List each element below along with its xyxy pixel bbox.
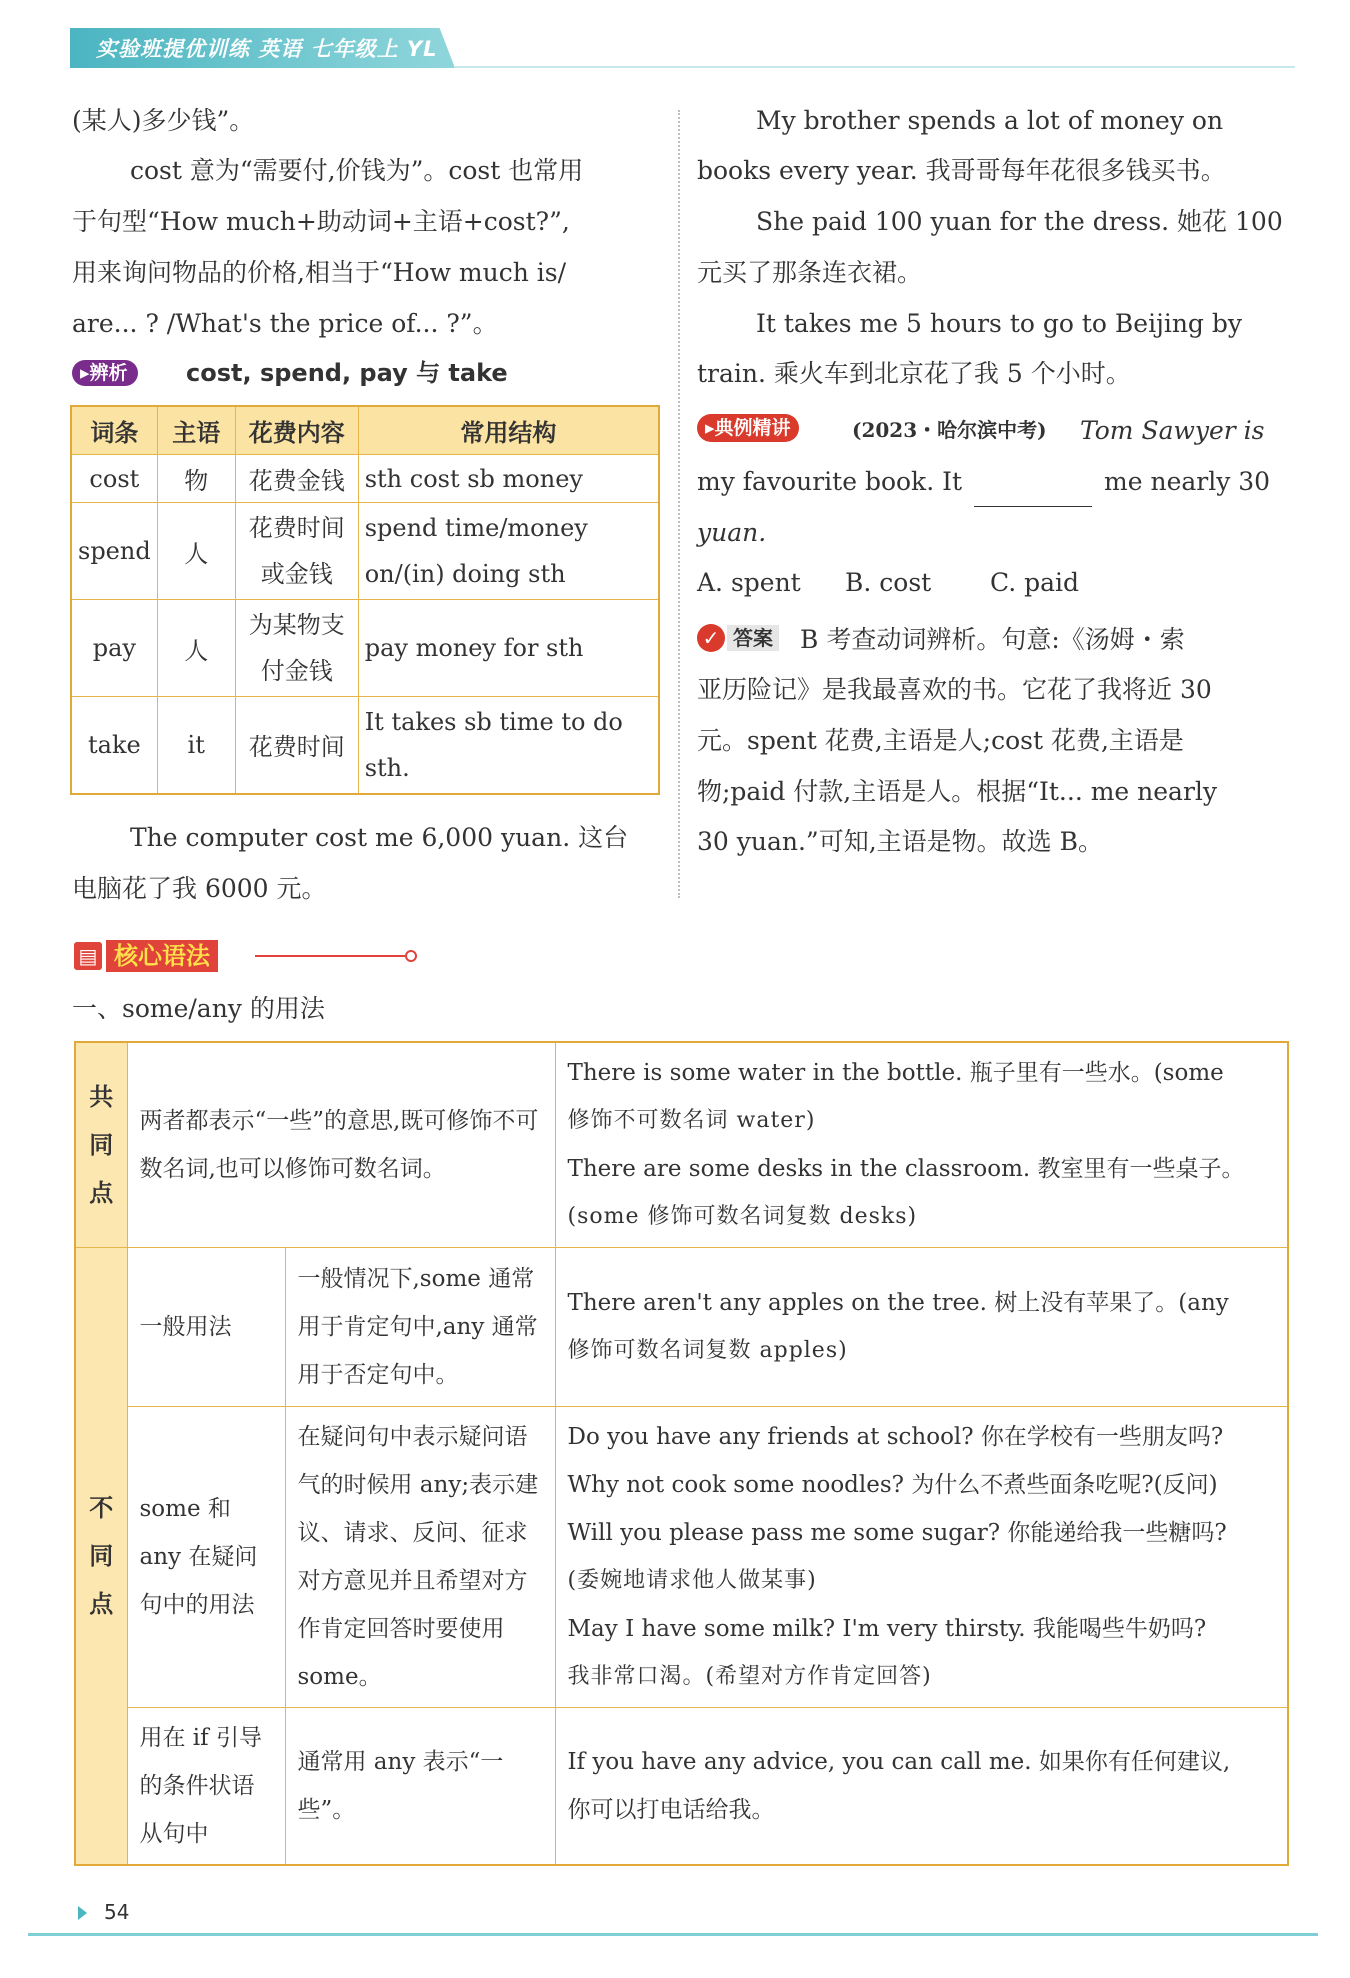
example-line: 修饰不可数名词 water): [567, 1108, 816, 1133]
example-line: (委婉地请求他人做某事): [567, 1568, 817, 1593]
th-word: 词条: [71, 406, 157, 455]
table-cell: spend time/money on/(in) doing sth: [358, 503, 659, 600]
answer-line: 元。spent 花费,主语是人;cost 花费,主语是: [697, 726, 1184, 755]
example-tag: ▸典例精讲: [697, 414, 799, 442]
right-example-line: books every year. 我哥哥每年花很多钱买书。: [697, 156, 1226, 185]
example-line: There aren't any apples on the tree. 树上没有苹果了。(any: [567, 1290, 1229, 1316]
example-line: May I have some milk? I'm very thirsty. 我能喝些牛奶吗?: [567, 1616, 1207, 1642]
page-number: 54: [104, 1900, 130, 1924]
section-heading: [72, 983, 325, 1034]
table-cell: 花费金钱: [235, 455, 358, 503]
book-icon: ▤: [74, 942, 102, 970]
option-b[interactable]: B. cost: [845, 568, 932, 597]
table-cell: cost: [71, 455, 157, 503]
example-line: There is some water in the bottle. 瓶子里有一些水。(some: [567, 1060, 1224, 1086]
table-cell: sth cost sb money: [358, 455, 659, 503]
answer-label: 答案: [727, 625, 779, 651]
question-line-3: yuan.: [697, 518, 767, 547]
section-rule: [255, 955, 410, 957]
table-cell: 花费时间: [235, 697, 358, 794]
header-title: 实验班提优训练 英语 七年级上 YL: [96, 37, 438, 61]
answer-line: B 考查动词辨析。句意:《汤姆・索: [800, 625, 1185, 654]
example-line: Why not cook some noodles? 为什么不煮些面条吃呢?(反问): [567, 1472, 1218, 1498]
right-example-line: My brother spends a lot of money on: [756, 106, 1224, 135]
right-example-line: train. 乘火车到北京花了我 5 个小时。: [697, 359, 1131, 388]
table-cell: 为某物支付金钱: [235, 600, 358, 697]
th-subject: 主语: [157, 406, 235, 455]
right-example-line: It takes me 5 hours to go to Beijing by: [756, 309, 1242, 338]
table-cell: 花费时间或金钱: [235, 503, 358, 600]
answer-blank[interactable]: [974, 476, 1092, 507]
example-line: 你可以打电话给我。: [567, 1797, 775, 1823]
table-cell: 物: [157, 455, 235, 503]
left-para1-line: are... ? /What's the price of... ?”。: [72, 309, 498, 338]
column-divider: [678, 110, 680, 898]
example-line: 修饰可数名词复数 apples): [567, 1338, 848, 1363]
desc-cell: 通常用 any 表示“一些”。: [285, 1708, 555, 1866]
question-lead: Tom Sawyer is: [1080, 416, 1265, 445]
answer-line: 物;paid 付款,主语是人。根据“It... me nearly: [697, 777, 1218, 806]
diff-head-text: 不同点: [89, 1494, 114, 1618]
table-cell: it: [157, 697, 235, 794]
question-line: [697, 456, 1270, 507]
left-example-line: The computer cost me 6,000 yuan. 这台: [130, 823, 629, 852]
example-line: Do you have any friends at school? 你在学校有一些朋友吗?: [567, 1424, 1224, 1450]
left-line0: (某人)多少钱”。: [72, 106, 255, 135]
common-examples: [555, 1042, 1288, 1248]
examples-cell: [555, 1407, 1288, 1708]
table-cell: It takes sb time to do sth.: [358, 697, 659, 794]
section-rule-dot: [405, 950, 417, 962]
option-c[interactable]: C. paid: [990, 568, 1080, 597]
analysis-tag: ▸辨析: [72, 360, 138, 386]
left-example-line: 电脑花了我 6000 元。: [72, 874, 327, 903]
answer-line: 亚历险记》是我最喜欢的书。它花了我将近 30: [697, 675, 1212, 704]
examples-cell: [555, 1708, 1288, 1866]
table-cell: spend: [71, 503, 157, 600]
footer-rule: [28, 1933, 1318, 1936]
example-line: Will you please pass me some sugar? 你能递给我一些糖吗?: [567, 1520, 1227, 1546]
left-para1-line: 用来询问物品的价格,相当于“How much is/: [72, 258, 567, 287]
question-source: (2023・哈尔滨中考): [852, 418, 1047, 442]
right-example-line: 元买了那条连衣裙。: [697, 258, 923, 287]
th-structure: 常用结构: [358, 406, 659, 455]
example-tag-row: [697, 414, 799, 442]
examples-cell: [555, 1248, 1288, 1407]
usage-cell: some 和 any 在疑问句中的用法: [127, 1407, 285, 1708]
grammar-table: [74, 1041, 1289, 1866]
desc-cell: 一般情况下,some 通常用于肯定句中,any 通常用于否定句中。: [285, 1248, 555, 1407]
right-example-line: She paid 100 yuan for the dress. 她花 100: [756, 207, 1283, 236]
diff-head: [75, 1248, 127, 1866]
section-header: [74, 940, 218, 974]
table-cell: pay: [71, 600, 157, 697]
question-part-b: me nearly 30: [1104, 467, 1271, 496]
usage-cell: 一般用法: [127, 1248, 285, 1407]
th-content: 花费内容: [235, 406, 358, 455]
table-cell: 人: [157, 503, 235, 600]
analysis-tag-label: 辨析: [89, 362, 128, 384]
example-line: If you have any advice, you can call me. 如果你有任何建议,: [567, 1749, 1231, 1775]
left-para1-line: cost 意为“需要付,价钱为”。cost 也常用: [130, 156, 584, 185]
question-part-a: my favourite book. It: [697, 467, 963, 496]
option-a[interactable]: A. spent: [697, 568, 801, 597]
example-tag-label: 典例精讲: [714, 417, 791, 439]
example-line: (some 修饰可数名词复数 desks): [567, 1204, 918, 1229]
page-arrow-icon: [78, 1906, 87, 1920]
common-head: [75, 1042, 127, 1248]
comparison-table: [70, 405, 660, 795]
answer-line: 30 yuan.”可知,主语是物。故选 B。: [697, 827, 1103, 856]
example-line: There are some desks in the classroom. 教室里有一些桌子。: [567, 1156, 1245, 1182]
section-heading-text: 一、some/any 的用法: [72, 994, 325, 1023]
header-rule: [455, 66, 1295, 68]
common-desc: 两者都表示“一些”的意思,既可修饰不可数名词,也可以修饰可数名词。: [127, 1042, 555, 1248]
usage-cell: 用在 if 引导的条件状语从句中: [127, 1708, 285, 1866]
table-cell: pay money for sth: [358, 600, 659, 697]
table-cell: 人: [157, 600, 235, 697]
section-label: 核心语法: [106, 940, 218, 972]
analysis-tag-row: [72, 360, 138, 386]
answer-label-row: [697, 624, 779, 652]
example-line: 我非常口渴。(希望对方作肯定回答): [567, 1664, 932, 1689]
common-head-text: 共同点: [89, 1083, 114, 1207]
analysis-title: cost, spend, pay 与 take: [186, 359, 508, 387]
check-icon: ✓: [697, 624, 725, 652]
desc-cell: 在疑问句中表示疑问语气的时候用 any;表示建议、请求、反问、征求对方意见并且希望对方作肯定回答时要使用 some。: [285, 1407, 555, 1708]
left-para1-line: 于句型“How much+助动词+主语+cost?”,: [72, 207, 570, 236]
table-cell: take: [71, 697, 157, 794]
